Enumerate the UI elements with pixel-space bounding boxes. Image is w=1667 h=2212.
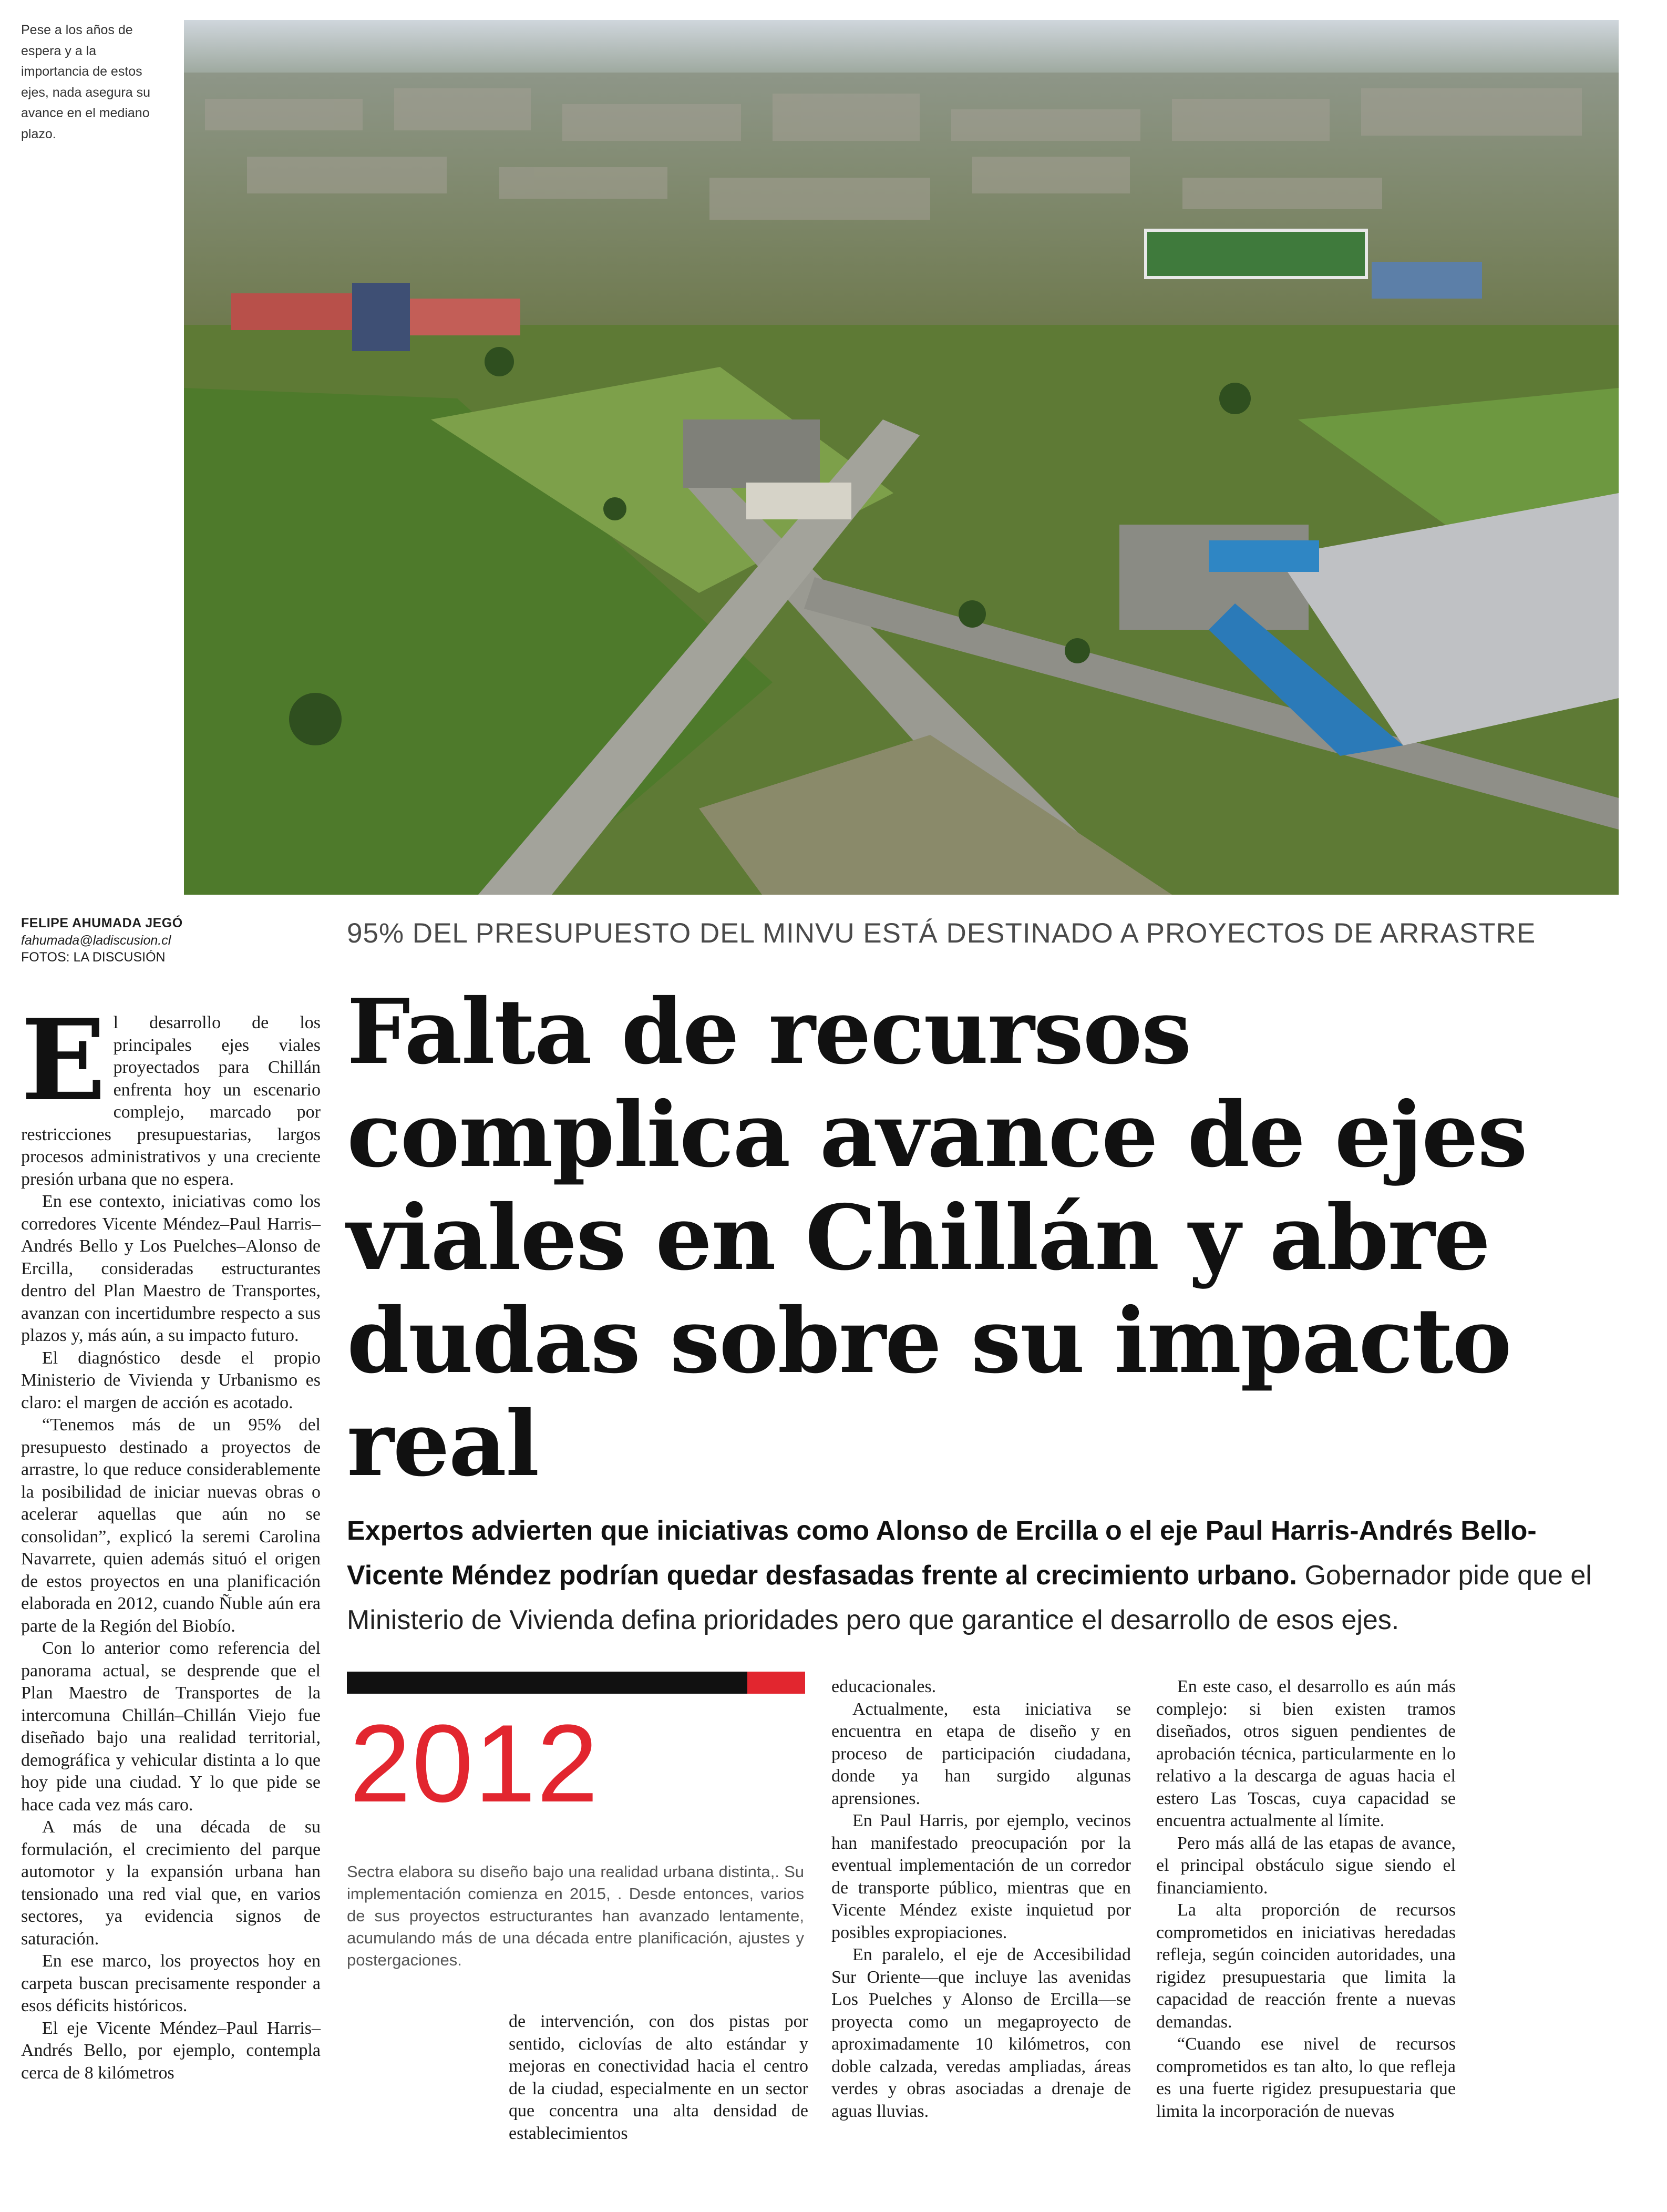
paragraph: En ese contexto, iniciativas como los corredores Vicente Méndez–Paul Harris–Andrés Bello y Los Puelches–Alonso de Ercilla, consideradas estructurantes dentro del Plan Maestro de Transportes, avanzan con incertidumbre respecto a sus plazos y, más aún, a su impacto futuro. <box>21 1192 321 1345</box>
factbox-text: Sectra elabora su diseño bajo una realidad urbana distinta,. Su implementación comienza en 2015, . Desde entonces, varios de sus proyectos estructurantes han avanzado lentamente, acumulando más de una década entre planificación, ajustes y postergaciones. <box>347 1862 804 1969</box>
paragraph: El diagnóstico desde el propio Ministerio de Vivienda y Urbanismo es claro: el margen de acción es acotado. <box>21 1348 321 1412</box>
paragraph: Actualmente, esta iniciativa se encuentra en etapa de diseño y en proceso de participación ciudadana, donde ya han surgido algunas aprensiones. <box>831 1699 1131 1808</box>
paragraph: Con lo anterior como referencia del panorama actual, se desprende que el Plan Maestro de Transportes de la intercomuna Chillán–Chillán Viejo fue diseñado bajo una realidad territorial, demográfica y vehicular distinta a lo que hoy pide una ciudad. Y lo que pide se hace cada vez más caro. <box>21 1638 321 1815</box>
paragraph: de intervención, con dos pistas por sentido, ciclovías de alto estándar y mejoras en conectividad hacia el centro de la ciudad, especialmente en un sector que concentra una alta densidad de establecimientos <box>509 2012 808 2143</box>
photo-caption: Pese a los años de espera y a la importancia de estos ejes, nada asegura su avance en el mediano plazo. <box>21 23 151 141</box>
paragraph: “Tenemos más de un 95% del presupuesto destinado a proyectos de arrastre, lo que reduce considerablemente la posibilidad de iniciar nuevas obras o acelerar aquellas que aún no se consolidan”, explicó la seremi Carolina Navarrete, quien además situó el origen de estos proyectos en una planificación elaborada en 2012, cuando Ñuble aún era parte de la Región del Biobío. <box>21 1415 321 1636</box>
author-name: FELIPE AHUMADA JEGÓ <box>21 916 183 930</box>
paragraph: A más de una década de su formulación, el crecimiento del parque automotor y la expansión urbana han tensionado una red vial que, en varios sectores, ya evidencia signos de saturación. <box>21 1817 321 1949</box>
paragraph: Pero más allá de las etapas de avance, el principal obstáculo sigue siendo el financiamiento. <box>1156 1833 1456 1898</box>
kicker: 95% DEL PRESUPUESTO DEL MINVU ESTÁ DESTINADO A PROYECTOS DE ARRASTRE <box>347 918 1536 949</box>
paragraph: En paralelo, el eje de Accesibilidad Sur Oriente—que incluye las avenidas Los Puelches y Alonso de Ercilla—se proyecta como un megaproyecto de aproximadamente 10 kilómetros, con doble calzada, veredas ampliadas, áreas verdes y obras asociadas a drenaje de aguas lluvias. <box>831 1945 1131 2121</box>
deck-bold: Expertos advierten que iniciativas como Alonso de Ercilla o el eje Paul Harris-Andrés Bello-Vicente Méndez podrían quedar desfasadas frente al crecimiento urbano. <box>347 1515 1537 1591</box>
photo-credit: FOTOS: LA DISCUSIÓN <box>21 950 166 965</box>
deck <box>347 1509 1629 1643</box>
aerial-photo <box>184 20 1619 895</box>
byline <box>21 915 263 966</box>
paragraph: El eje Vicente Méndez–Paul Harris–Andrés Bello, por ejemplo, contempla cerca de 8 kilómetros <box>21 2018 321 2083</box>
factbox-number: 2012 <box>349 1702 600 1825</box>
factbox-rule <box>347 1672 747 1694</box>
body-column-2 <box>509 2011 808 2145</box>
headline: Falta de recursos complica avance de ejes viales en Chillán y abre dudas sobre su impacto real <box>347 979 1527 1497</box>
paragraph: En este caso, el desarrollo es aún más complejo: si bien existen tramos diseñados, otros siguen pendientes de aprobación técnica, particularmente en lo relativo a la descarga de aguas hacia el estero Las Toscas, cuya capacidad se encuentra actualmente al límite. <box>1156 1677 1456 1830</box>
paragraph: La alta proporción de recursos comprometidos en iniciativas heredadas refleja, según coinciden autoridades, una rigidez presupuestaria que limita la capacidad de reacción frente a nuevas demandas. <box>1156 1900 1456 2032</box>
aerial-photo-illustration <box>184 20 1619 895</box>
body-column-4 <box>1156 1676 1456 2123</box>
paragraph: En Paul Harris, por ejemplo, vecinos han manifestado preocupación por la eventual implementación de un corredor de transporte público, mientras que en Vicente Méndez existe inquietud por posibles expropiaciones. <box>831 1811 1131 1942</box>
body-column-1 <box>21 995 321 2084</box>
paragraph: educacionales. <box>831 1677 937 1696</box>
paragraph: l desarrollo de los principales ejes viales proyectados para Chillán enfrenta hoy un escenario complejo, marcado por restricciones presupuestarias, largos procesos administrativos y una creciente presión urbana que no espera. <box>21 1013 321 1189</box>
deck-regular: Gobernador pide que el Ministerio de Vivienda defina prioridades pero que garantice el desarrollo de esos ejes. <box>347 1560 1592 1635</box>
drop-cap: E <box>21 995 106 1125</box>
factbox-rule-accent <box>747 1672 805 1694</box>
body-column-3 <box>831 1676 1131 2123</box>
paragraph: En ese marco, los proyectos hoy en carpeta buscan precisamente responder a esos déficits históricos. <box>21 1951 321 2015</box>
author-email[interactable]: fahumada@ladiscusion.cl <box>21 933 171 948</box>
paragraph: “Cuando ese nivel de recursos comprometidos es tan alto, lo que refleja es una fuerte rigidez presupuestaria que limita la incorporación de nuevas <box>1156 2034 1456 2121</box>
